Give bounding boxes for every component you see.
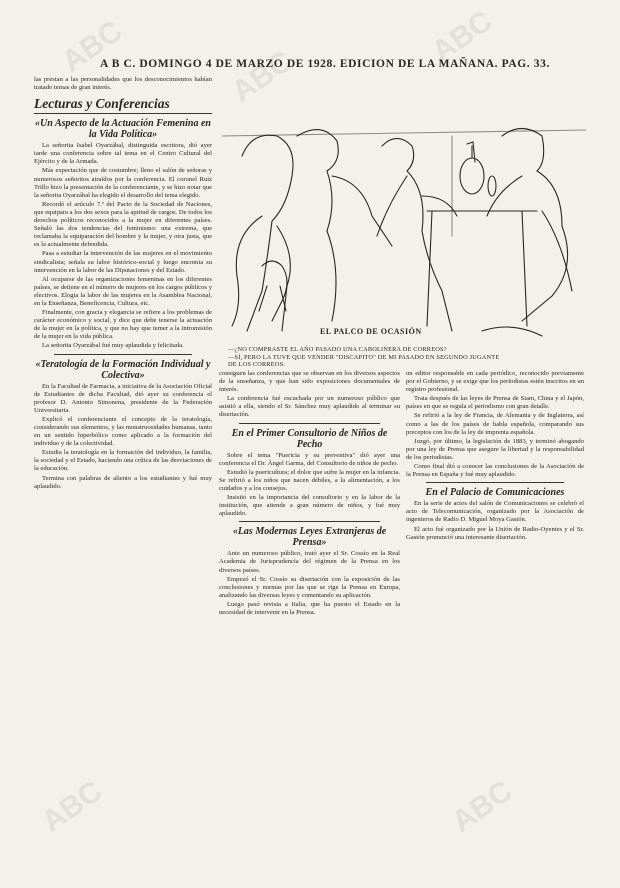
paragraph: Termina con palabras de aliento a los estudiantes y fué muy aplaudido. (34, 474, 212, 490)
paragraph: Luego pasó revista a Italia, que ha puesto el Estado en la necesidad de intervenir en la Prensa. (219, 600, 400, 616)
paragraph: consiguen las conferencias que se observan en los diversos aspectos de la enseñanza, y que han sido exposiciones documentales de interés. (219, 370, 400, 394)
watermark: ABC (56, 14, 129, 79)
paragraph: La señorita Oyarzábal fué muy aplaudida y felicitada. (42, 342, 184, 350)
paragraph: Como final dió a conocer las conclusiones de la Asociación de la Prensa en España y fué muy aplaudido. (406, 463, 584, 479)
paragraph: Más expectación que de costumbre; lleno el salón de señoras y numerosos señoritos atraídos por la conferencia. El coronel Ruiz Trillo hizo la presentación de la conferenciante, y se hizo notar que la señorita Oyarzábal ha elegido el desarrollo del tema elegido. (34, 167, 212, 199)
watermark: ABC (446, 774, 519, 839)
paragraph: El acto fué organizado por la Unión de Radio-Oyentes y el Sr. Gastón pronunció una interesante disertación. (406, 525, 584, 541)
article-title: «Teratología de la Formación Individual y Colectiva» (35, 358, 211, 381)
watermark: ABC (36, 774, 109, 839)
paragraph: Insistió en la importancia del consultorio y en la labor de la institución, que atiende a gran número de niños, y fué muy aplaudido. (219, 494, 400, 518)
dialog-line: —SÍ, PERO LA TUVE QUE VENDER "DISCAPITO" DE MI PASADO EN SEGUNDO JUGANTE (228, 353, 500, 361)
paragraph: Finalmente, con gracia y elegancia se refiere a los problemas de carácter económico y social, y dice que debe tenerse la actuación de la mujer en la política, y que no hay que temer a la intromisión de la mujer en la vida pública. (34, 309, 212, 341)
paragraph: un editor responsable en cada periódico, reconocido previamente por el Gobierno, y se exige que los periodistas estén inscritos en un registro profesional. (406, 370, 584, 394)
watermark: ABC (426, 4, 499, 69)
column-2 (219, 370, 400, 618)
paragraph: Empezó el Sr. Cossío su disertación con la exposición de las conclusiones y normas por las que se rige la Prensa en Europa, analizando las diversas leyes y comentando su aplicación. (219, 575, 400, 599)
paragraph: En la serie de actos del salón de Comunicaciones se celebró el acto de Telecomunicación, organizado por la Asociación de ingenieros de Radio D. Miguel Moya Gastón. (406, 500, 584, 524)
page-masthead: A B C. DOMINGO 4 DE MARZO DE 1928. EDICION DE LA MAÑANA. PAG. 33. (100, 58, 550, 70)
section-title: Lecturas y Conferencias (34, 96, 212, 114)
paragraph: Juzgó, por último, la legislación de 1883, y terminó abogando por una ley de Prensa que asegure la libertad y la responsabilidad de los periodistas. (406, 437, 584, 461)
divider (54, 354, 192, 355)
divider (426, 482, 564, 483)
article-title: «Un Aspecto de la Actuación Femenina en la Vida Política» (35, 118, 211, 141)
cartoon-illustration (222, 116, 586, 344)
article-title: En el Primer Consultorio de Niños de Pecho (231, 427, 388, 450)
column-3 (406, 370, 584, 543)
column-1 (34, 76, 212, 492)
paragraph: Al ocuparse de las organizaciones femeninas en los diferentes países, se detiene en el número de mujeres en los cargos públicos y electivos. Elogia la labor de las mujeres en la Asamblea Nacional, en la Enseñanza, Beneficencia, Cultura, etc. (34, 275, 212, 307)
paragraph: Sobre el tema "Puericia y su preventiva" dió ayer una conferencia el Dr. Ángel Garma, del Consultorio de niños de pecho. (219, 451, 400, 467)
cartoon-dialog (228, 346, 588, 369)
dialog-line: —¿NO COMPRASTE EL AÑO PASADO UNA CABOLINERA DE CORREOS? (228, 346, 447, 353)
divider (239, 521, 380, 522)
divider (239, 423, 380, 424)
paragraph: Pasa a estudiar la intervención de las mujeres en el movimiento sindicalista; señala su labor histórico-social y luego encomia su intervención en la labor de las Diputaciones y del Estado. (34, 250, 212, 274)
paragraph: La señorita Isabel Oyarzábal, distinguida escritora, dió ayer tarde una conferencia sobre tal tema en el Centro Cultural del Ejército y de la Armada. (34, 142, 212, 166)
article-title: «Las Modernas Leyes Extranjeras de Prensa» (232, 526, 387, 549)
cartoon-caption: EL PALCO DE OCASIÓN (320, 327, 422, 336)
paragraph: La conferencia fué escuchada por un numeroso público que asistió a ella, siendo el Sr. Sánchez muy aplaudido al terminar su disertación. (219, 395, 400, 419)
paragraph: Recordó el artículo 7.º del Pacto de la Sociedad de Naciones, que equipara a los dos sexos para la aptitud de cargos. De todos los derechos políticos reconocidos a la mujer en diferentes países. Señaló las dos tendencias del feminismo: una extrema, que reclamaba la equiparación del hombre y la mujer, y otra justa, que es la actualmente defendida. (34, 200, 212, 249)
dialog-line: DE LOS CORREOS. (228, 361, 286, 369)
paragraph: Se refirió a la ley de Francia, de Alemania y de Inglaterra, así como a las de los países de habla española, comparando sus preceptos con los de la ley de imprenta española. (406, 412, 584, 436)
lead-paragraph: las prestan a las personalidades que los desconocimientos habían tratado temas de gran interés. (34, 76, 212, 92)
paragraph: Estudia la teratología en la formación del individuo, la familia, la sociedad y el Estado, haciendo una crítica de las desviaciones de la educación. (34, 449, 212, 473)
paragraph: Explicó el conferenciante el concepto de la teratología, considerando sus elementos, y las monstruosidades humanas, tanto en un sentido hiperbólico como aplicado a la formación del individuo y de la colectividad. (34, 415, 212, 448)
article-title: En el Palacio de Comunicaciones (425, 487, 565, 499)
paragraph: Trata después de las leyes de Prensa de Siam, China y el Japón, países en que se regula el periodismo con gran detalle. (406, 395, 584, 411)
watermark: ABC (226, 44, 299, 109)
paragraph: Ante un numeroso público, trató ayer el Sr. Cossío en la Real Academia de Jurisprudencia del régimen de la Prensa en los diversos países. (219, 550, 400, 574)
paragraph: En la Facultad de Farmacia, a iniciativa de la Asociación Oficial de Estudiantes de dicha Facultad, dió ayer su conferencia el profesor D. Antonio Simonena, presidente de la Federación Universitaria. (34, 382, 212, 414)
paragraph: Estudió la puericultura; el dolor que sufre la mujer en la infancia. Se refirió a los niños que nacen débiles, a la alimentación, a los cuidados y a los consejos. (219, 468, 400, 492)
